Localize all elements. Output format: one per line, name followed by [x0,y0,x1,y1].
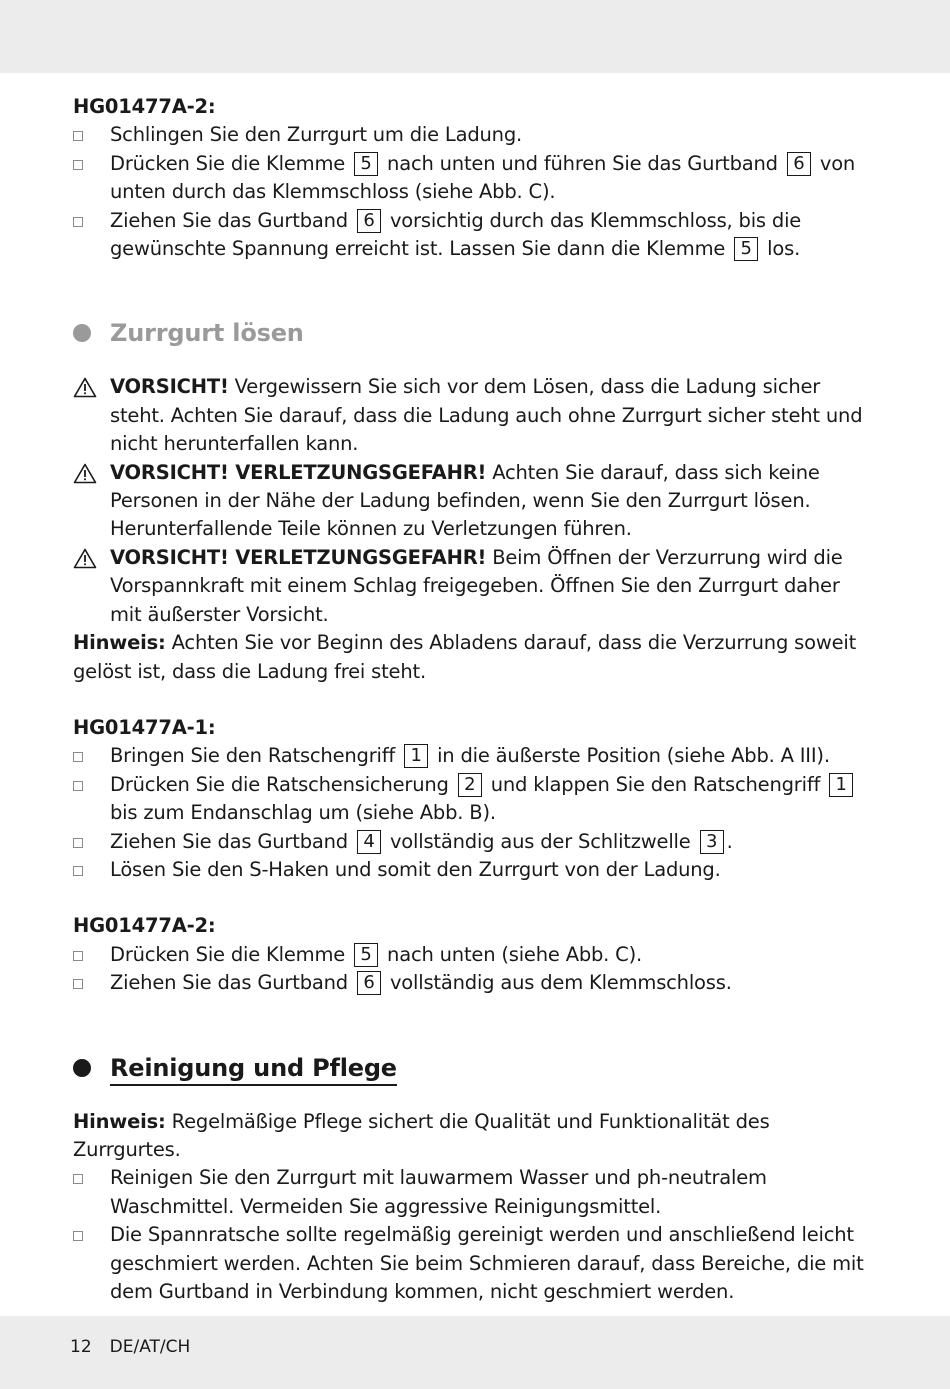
item-text: los. [767,237,801,261]
page-footer [70,1333,208,1361]
checkbox-bullet-icon [73,160,83,170]
warning-text: Beim Öffnen der Verzurrung wird die Vorspannkraft mit einem Schlag freigegeben. Öffnen Sie den Zurrgurt daher mit äußerster Vorsicht. [110,545,843,626]
item-text: Die Spannratsche sollte regelmäßig gereinigt werden und anschließend leicht geschmiert werden. Achten Sie beim Schmieren darauf, dass Bereiche, die mit dem Gurtband in Verbindung kommen, nicht geschmiert werden. [110,1223,864,1303]
list-item [73,941,873,969]
part-reference: 4 [357,830,381,854]
header-band [0,0,950,73]
part-reference: 6 [357,971,381,995]
list-item [73,742,873,770]
checkbox-bullet-icon [73,1174,83,1184]
note-text: Achten Sie vor Beginn des Abladens darauf, dass die Verzurrung soweit gelöst ist, dass die Ladung frei steht. [73,631,857,683]
list-item [73,150,873,207]
list-item [73,969,873,997]
checkbox-bullet-icon [73,979,83,989]
item-text: und klappen Sie den Ratschengriff [490,772,821,796]
item-text: von unten durch das Klemmschloss (siehe Abb. C). [110,151,856,204]
item-text: Ziehen Sie das Gurtband [110,971,348,995]
item-text: Lösen Sie den S-Haken und somit den Zurrgurt von der Ladung. [110,857,721,881]
section-title: Reinigung und Pflege [110,1054,397,1086]
item-text: Schlingen Sie den Zurrgurt um die Ladung. [110,123,523,147]
section-heading-loesen [73,317,873,349]
section-title: Zurrgurt lösen [110,319,304,348]
part-reference: 5 [354,152,378,176]
item-text: Drücken Sie die Klemme [110,151,346,175]
subheading-hg01477a-1: HG01477A-1: [73,715,216,739]
list-item [73,1164,873,1221]
checkbox-bullet-icon [73,131,83,141]
item-text: bis zum Endanschlag um (siehe Abb. B). [110,801,496,825]
subheading-hg01477a-2-loesen: HG01477A-2: [73,914,216,938]
item-text: Reinigen Sie den Zurrgurt mit lauwarmem Wasser und ph-neutralem Waschmittel. Vermeiden Sie aggressive Reinigungsmittel. [110,1166,767,1218]
item-text: Drücken Sie die Klemme [110,942,346,966]
warning-item [73,373,873,458]
checkbox-bullet-icon [73,217,83,227]
checkbox-bullet-icon [73,951,83,961]
checkbox-bullet-icon [73,752,83,762]
part-reference: 5 [734,237,758,261]
note-paragraph [73,629,873,686]
item-text: nach unten (siehe Abb. C). [387,942,643,966]
item-text: vorsichtig durch das Klemmschloss, bis die gewünschte Spannung erreicht ist. Lassen Sie dann die Klemme [110,208,802,261]
item-text: vollständig aus dem Klemmschloss. [389,971,732,995]
warning-text: Achten Sie darauf, dass sich keine Personen in der Nähe der Ladung befinden, wenn Sie den Zurrgurt lösen. Herunterfallende Teile können zu Verletzungen führen. [110,460,820,541]
part-reference: 5 [354,943,378,967]
part-reference: 2 [458,773,482,797]
bullet-dot-icon [73,1059,91,1077]
checkbox-bullet-icon [73,1231,83,1241]
item-text: Ziehen Sie das Gurtband [110,829,348,853]
item-text: nach unten und führen Sie das Gurtband [387,151,778,175]
locale-label: DE/AT/CH [109,1337,191,1357]
warning-text: Vergewissern Sie sich vor dem Lösen, dass die Ladung sicher steht. Achten Sie darauf, dass die Ladung auch ohne Zurrgurt sicher steht und nicht herunterfallen kann. [110,375,863,456]
page-content [73,93,873,1306]
section-heading-pflege [73,1052,873,1084]
list-item [73,828,873,856]
checkbox-bullet-icon [73,866,83,876]
part-reference: 6 [787,152,811,176]
page-number: 12 [70,1337,92,1357]
part-reference: 3 [700,830,724,854]
checkbox-bullet-icon [73,838,83,848]
warning-triangle-icon [73,463,97,484]
warning-label: VORSICHT! [110,375,229,399]
note-paragraph [73,1108,873,1165]
warning-triangle-icon [73,377,97,398]
list-item [73,771,873,828]
note-text: Regelmäßige Pflege sichert die Qualität und Funktionalität des Zurrgurtes. [73,1109,770,1161]
part-reference: 1 [829,773,853,797]
warning-item [73,459,873,544]
checkbox-bullet-icon [73,781,83,791]
bullet-dot-icon [73,324,91,342]
item-text: Drücken Sie die Ratschensicherung [110,772,449,796]
item-text: in die äußerste Position (siehe Abb. A III). [437,744,830,768]
note-label: Hinweis: [73,631,166,655]
list-item [73,121,873,149]
part-reference: 1 [404,744,428,768]
list-item [73,856,873,884]
item-text: Ziehen Sie das Gurtband [110,208,348,232]
list-item [73,207,873,264]
item-text: . [726,829,733,853]
item-text: vollständig aus der Schlitzwelle [389,829,691,853]
warning-triangle-icon [73,548,97,569]
subheading-hg01477a-2: HG01477A-2: [73,95,216,118]
part-reference: 6 [357,209,381,233]
warning-label: VORSICHT! VERLETZUNGSGEFAHR! [110,545,487,569]
warning-item [73,544,873,629]
warning-label: VORSICHT! VERLETZUNGSGEFAHR! [110,460,487,484]
list-item [73,1221,873,1306]
item-text: Bringen Sie den Ratschengriff [110,744,396,768]
note-label: Hinweis: [73,1109,166,1133]
